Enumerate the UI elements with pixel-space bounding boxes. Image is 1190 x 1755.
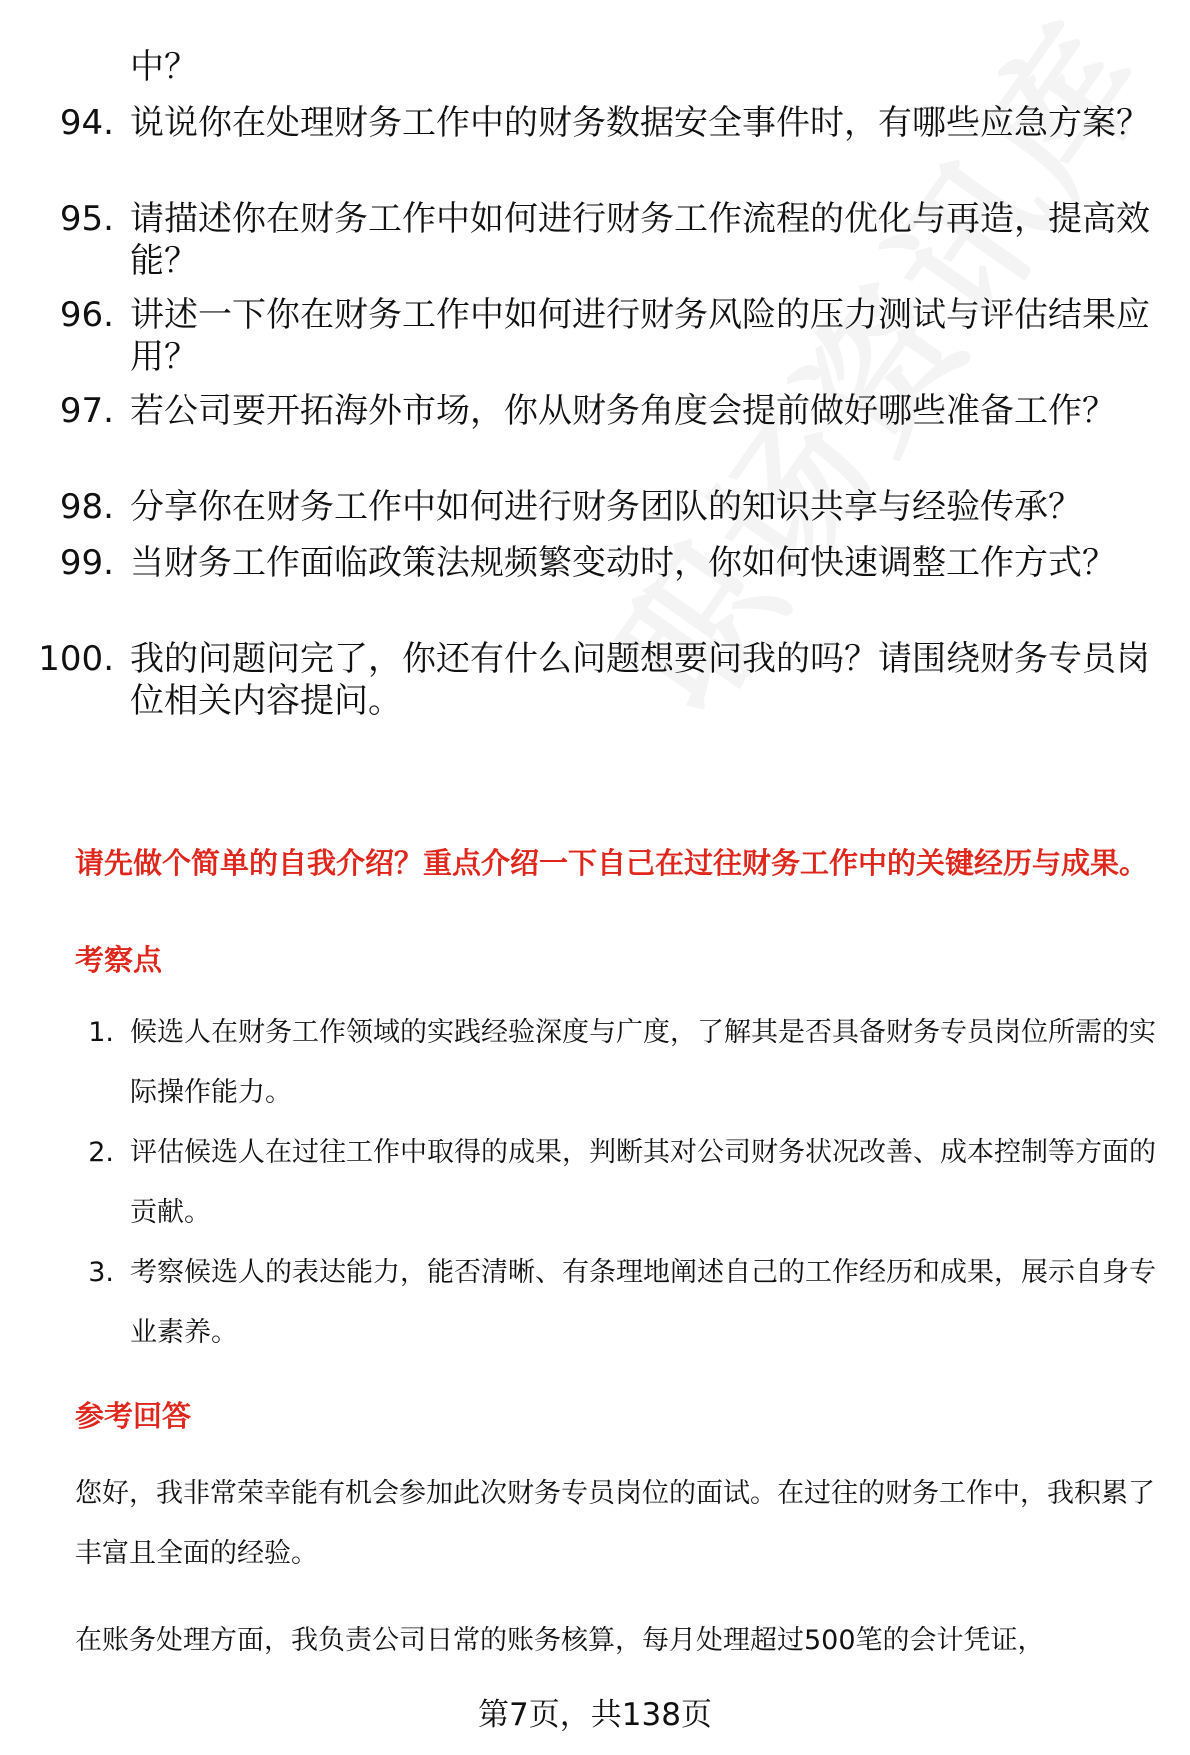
question-text: 说说你在处理财务工作中的财务数据安全事件时，有哪些应急方案？: [130, 103, 1150, 143]
answer-heading: 参考回答: [75, 1399, 192, 1433]
question-text: 当财务工作面临政策法规频繁变动时，你如何快速调整工作方式？: [130, 543, 1116, 583]
focus-point-number: 2.: [88, 1137, 114, 1168]
question-text: 中？: [130, 47, 198, 87]
question-number: 99.: [59, 543, 114, 583]
question-number: 98.: [59, 487, 114, 527]
question-text: 请描述你在财务工作中如何进行财务工作流程的优化与再造，提高效能？: [130, 199, 1150, 281]
focus-point-text: 考察候选人的表达能力，能否清晰、有条理地阐述自己的工作经历和成果，展示自身专业素养。: [130, 1257, 1156, 1348]
focus-point-text: 候选人在财务工作领域的实践经验深度与广度，了解其是否具备财务专员岗位所需的实际操作能力。: [130, 1017, 1156, 1108]
question-number: 100.: [38, 639, 114, 679]
answer-paragraph: 在账务处理方面，我负责公司日常的账务核算，每月处理超过500笔的会计凭证，: [75, 1625, 1045, 1656]
answer-paragraph: 您好，我非常荣幸能有机会参加此次财务专员岗位的面试。在过往的财务工作中，我积累了丰富且全面的经验。: [75, 1478, 1155, 1569]
section-question: 请先做个简单的自我介绍？重点介绍一下自己在过往财务工作中的关键经历与成果。: [75, 846, 1149, 880]
question-text: 若公司要开拓海外市场，你从财务角度会提前做好哪些准备工作？: [130, 391, 1116, 431]
question-text: 讲述一下你在财务工作中如何进行财务风险的压力测试与评估结果应用？: [130, 295, 1150, 377]
focus-point-text: 评估候选人在过往工作中取得的成果，判断其对公司财务状况改善、成本控制等方面的贡献。: [130, 1137, 1156, 1228]
question-text: 我的问题问完了，你还有什么问题想要问我的吗？请围绕财务专员岗位相关内容提问。: [130, 639, 1150, 721]
question-text: 分享你在财务工作中如何进行财务团队的知识共享与经验传承？: [130, 487, 1082, 527]
focus-point-number: 3.: [88, 1257, 114, 1288]
question-number: 94.: [59, 103, 114, 143]
focus-heading: 考察点: [75, 943, 163, 977]
focus-point-number: 1.: [88, 1017, 114, 1048]
question-number: 96.: [59, 295, 114, 335]
page-footer: 第7页，共138页: [478, 1697, 712, 1733]
question-number: 95.: [59, 199, 114, 239]
question-number: 97.: [59, 391, 114, 431]
